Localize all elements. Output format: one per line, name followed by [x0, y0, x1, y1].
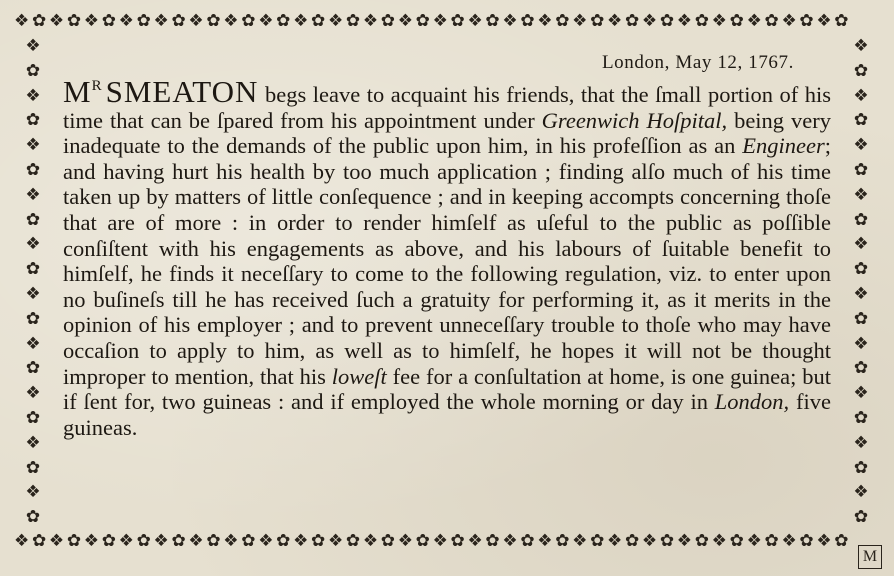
lead-superscript: R — [91, 78, 102, 94]
lead-name: SMEATON — [105, 74, 259, 109]
ornamental-border-right: ❖✿❖✿❖✿❖✿❖✿❖✿❖✿❖✿❖✿❖✿ — [853, 36, 869, 528]
dateline: London, May 12, 1767. — [601, 52, 794, 73]
notice-text-part-5: five guineas. — [63, 389, 831, 440]
notice-italic-institution: Greenwich Hoſpital, — [541, 107, 728, 133]
notice-text-part-1: begs leave to acquaint his friends, that the ſmall portion of his time that can be ſpared from his appointment under — [63, 82, 831, 133]
notice-italic-lowest: loweſt — [331, 363, 387, 389]
notice-italic-profession: Engineer — [742, 133, 825, 159]
ornamental-border-left: ❖✿❖✿❖✿❖✿❖✿❖✿❖✿❖✿❖✿❖✿ — [25, 36, 41, 528]
ornamental-border-bottom: ❖✿❖✿❖✿❖✿❖✿❖✿❖✿❖✿❖✿❖✿❖✿❖✿❖✿❖✿❖✿❖✿❖✿❖✿❖✿❖✿❖✿❖✿❖✿❖✿ — [14, 531, 852, 551]
ornamental-border-top: ❖✿❖✿❖✿❖✿❖✿❖✿❖✿❖✿❖✿❖✿❖✿❖✿❖✿❖✿❖✿❖✿❖✿❖✿❖✿❖✿❖✿❖✿❖✿❖✿ — [14, 11, 852, 31]
notice-body — [63, 74, 831, 440]
lead-initial: M — [63, 74, 92, 109]
corner-stamp: M — [858, 545, 882, 569]
notice-text-part-4: fee for a conſultation at home, is one guinea; but if ſent for, two guineas : and if employed the whole morning or day in — [63, 363, 831, 415]
notice-text-part-3: ; and having hurt his health by too much application ; finding alſo much of his time taken up by matters of little conſequence ; and in keeping accompts concerning thoſe that are of more : in order to render himſelf as uſeful to the public as poſſible conſiſtent with his engagements as above, and his labours of ſuitable benefit to himſelf, he finds it neceſſary to come to the following regulation, viz. to enter upon no buſineſs till he has received ſuch a gratuity for performing it, as it merits in the opinion of his employer ; and to prevent unneceſſary trouble to thoſe who may have occaſion to apply to him, as well as to himſelf, he hopes it will not be thought improper to mention, that his — [63, 133, 831, 389]
notice-italic-london: London, — [714, 389, 790, 415]
notice-text-part-2: being very inadequate to the demands of the public upon him, in his profeſſion as an — [63, 107, 831, 159]
